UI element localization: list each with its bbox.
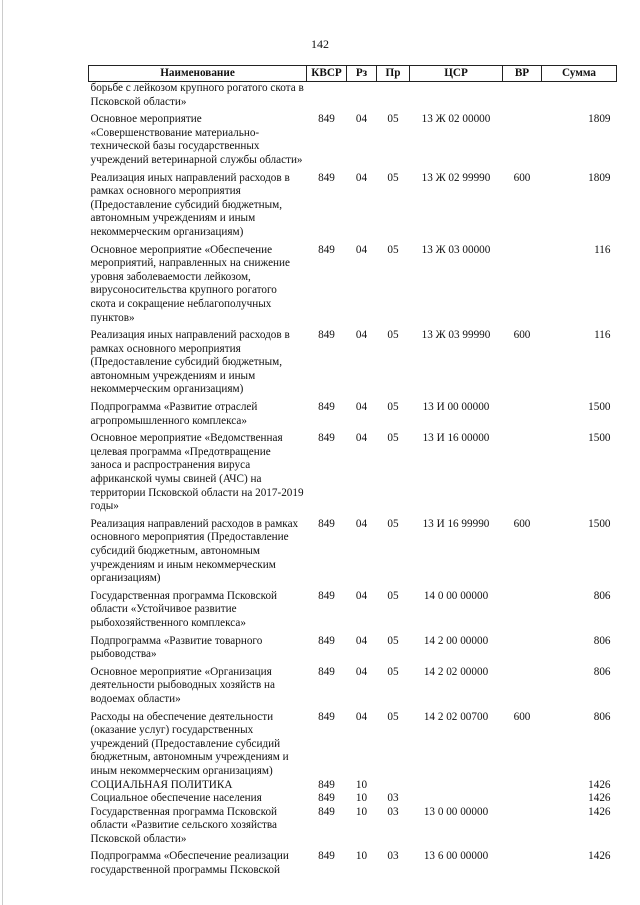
cell-csr: 14 0 00 00000 xyxy=(423,589,489,602)
cell-rz: 04 xyxy=(355,665,368,678)
cell-sum: 1426 xyxy=(588,792,611,805)
cell-kvsr: 849 xyxy=(318,634,335,647)
cell-kvsr: 849 xyxy=(318,243,335,256)
header-kvsr: КВСР xyxy=(307,66,347,82)
cell-vr: 600 xyxy=(513,710,531,723)
cell-name: Государственная программа Псковской области «Развитие сельского хозяйства Псковской области» xyxy=(90,805,278,845)
cell-vr xyxy=(503,846,542,877)
cell-sum: 1426 xyxy=(588,778,611,791)
header-rz: Рз xyxy=(347,66,377,82)
cell-pr: 05 xyxy=(387,171,399,184)
cell-name: борьбе с лейкозом крупного рогатого скота в Псковской области» xyxy=(90,82,304,108)
cell-rz: 10 xyxy=(355,792,368,805)
cell-rz: 10 xyxy=(355,805,368,818)
cell-name: Подпрограмма «Развитие отраслей агропромышленного комплекса» xyxy=(90,401,258,427)
table-row xyxy=(89,662,617,707)
cell-name: Расходы на обеспечение деятельности (оказание услуг) государственных учреждений (Предоставление субсидий бюджетным, автономным учреждениям и иным некоммерческим организациям) xyxy=(90,710,289,777)
cell-name: Основное мероприятие «Ведомственная целевая программа «Предотвращение заноса и распространения вируса африканской чумы свиней (АЧС) на территории Псковской области на 2017-2019 годы» xyxy=(90,432,304,513)
table-row xyxy=(89,428,617,514)
cell-sum: 1500 xyxy=(588,401,611,414)
cell-vr xyxy=(503,82,542,110)
cell-vr: 600 xyxy=(513,517,531,530)
cell-vr xyxy=(503,586,542,631)
cell-csr: 13 Ж 02 99990 xyxy=(421,171,491,184)
cell-csr: 14 2 00 00000 xyxy=(423,634,489,647)
cell-sum: 1809 xyxy=(588,171,611,184)
cell-rz: 04 xyxy=(355,589,368,602)
cell-name: Реализация иных направлений расходов в рамках основного мероприятия (Предоставление субсидий бюджетным, автономным учреждениям и иным некоммерческим организациям) xyxy=(90,329,290,396)
cell-name: Подпрограмма «Обеспечение реализации государственной программы Псковской xyxy=(90,850,289,877)
cell-kvsr: 849 xyxy=(318,432,335,445)
table-row xyxy=(89,168,617,240)
cell-sum xyxy=(542,82,617,110)
cell-pr: 05 xyxy=(387,401,399,414)
cell-pr: 05 xyxy=(387,113,399,126)
header-vr: ВР xyxy=(503,66,542,82)
header-name: Наименование xyxy=(89,66,307,82)
cell-rz: 04 xyxy=(355,243,368,256)
table-row xyxy=(89,779,617,793)
cell-vr xyxy=(503,662,542,707)
table-row xyxy=(89,514,617,586)
cell-name: Основное мероприятие «Совершенствование материально-технической базы государственных учреждений ветеринарной службы области» xyxy=(90,113,303,166)
cell-name: Реализация направлений расходов в рамках основного мероприятия (Предоставление субсидий бюджетным, автономным учреждениям и иным некоммерческим организациям) xyxy=(90,517,299,585)
cell-kvsr: 849 xyxy=(318,589,335,602)
table-row xyxy=(89,240,617,326)
cell-kvsr xyxy=(307,82,347,110)
cell-sum: 1809 xyxy=(588,113,611,126)
cell-kvsr: 849 xyxy=(318,710,335,723)
cell-rz: 04 xyxy=(355,517,368,530)
cell-name: Подпрограмма «Развитие товарного рыбоводства» xyxy=(90,634,263,661)
cell-rz: 10 xyxy=(355,850,368,863)
cell-name: Реализация иных направлений расходов в рамках основного мероприятия (Предоставление субсидий бюджетным, автономным учреждениям и иным некоммерческим организациям) xyxy=(90,171,290,238)
cell-csr: 13 И 16 99990 xyxy=(422,517,490,530)
cell-sum: 806 xyxy=(593,665,611,678)
table-row xyxy=(89,325,617,397)
table-row xyxy=(89,82,617,110)
cell-pr xyxy=(377,82,410,110)
cell-rz: 04 xyxy=(355,171,368,184)
cell-pr: 05 xyxy=(387,517,399,530)
cell-vr xyxy=(503,806,542,847)
cell-kvsr: 849 xyxy=(318,665,335,678)
cell-vr xyxy=(503,792,542,806)
cell-kvsr: 849 xyxy=(318,805,335,818)
cell-pr: 05 xyxy=(387,329,399,342)
cell-rz: 04 xyxy=(355,432,368,445)
cell-vr: 600 xyxy=(513,329,531,342)
cell-pr xyxy=(377,779,410,793)
cell-pr: 05 xyxy=(387,243,399,256)
cell-sum: 1426 xyxy=(588,805,611,818)
cell-pr: 05 xyxy=(387,665,399,678)
cell-kvsr: 849 xyxy=(318,401,335,414)
cell-rz: 04 xyxy=(355,710,368,723)
cell-kvsr: 849 xyxy=(318,113,335,126)
cell-pr: 05 xyxy=(387,432,399,445)
table-row xyxy=(89,631,617,662)
cell-pr: 05 xyxy=(387,634,399,647)
table-row xyxy=(89,586,617,631)
header-sum: Сумма xyxy=(542,66,617,82)
cell-csr: 13 6 00 00000 xyxy=(423,850,489,863)
cell-vr xyxy=(503,240,542,326)
cell-vr xyxy=(503,631,542,662)
cell-csr: 13 Ж 03 00000 xyxy=(421,243,491,256)
cell-rz: 04 xyxy=(355,329,368,342)
cell-kvsr: 849 xyxy=(318,517,335,530)
cell-name: Основное мероприятие «Обеспечение мероприятий, направленных на снижение уровня заболеваемости лейкозом, вирусоносительства крупного рогатого скота и сокращение неблагополучных пунктов» xyxy=(90,243,290,324)
cell-csr: 13 И 16 00000 xyxy=(422,432,490,445)
table-row xyxy=(89,707,617,779)
cell-rz: 10 xyxy=(355,778,368,791)
cell-csr: 13 0 00 00000 xyxy=(423,805,489,818)
cell-csr xyxy=(410,792,503,806)
cell-sum: 1500 xyxy=(588,517,611,530)
cell-sum: 1426 xyxy=(588,850,611,863)
cell-vr xyxy=(503,109,542,167)
cell-csr: 14 2 02 00000 xyxy=(423,665,489,678)
cell-vr: 600 xyxy=(513,171,531,184)
cell-pr: 05 xyxy=(387,710,399,723)
cell-sum: 806 xyxy=(593,710,611,723)
cell-csr: 13 Ж 03 99990 xyxy=(421,329,491,342)
page-number: 142 xyxy=(311,37,329,51)
cell-sum: 806 xyxy=(593,589,611,602)
cell-sum: 116 xyxy=(594,329,611,342)
table-row xyxy=(89,109,617,167)
cell-rz: 04 xyxy=(355,401,368,414)
table-row xyxy=(89,846,617,877)
cell-rz: 04 xyxy=(355,634,368,647)
scan-edge xyxy=(2,0,3,905)
cell-pr: 03 xyxy=(387,850,399,863)
cell-pr: 03 xyxy=(387,792,399,805)
cell-name: Социальное обеспечение населения xyxy=(90,792,262,805)
cell-kvsr: 849 xyxy=(318,778,335,791)
table-header-row xyxy=(89,66,617,82)
cell-name: СОЦИАЛЬНАЯ ПОЛИТИКА xyxy=(90,778,233,791)
cell-name: Государственная программа Псковской области «Устойчивое развитие рыбохозяйственного комплекса» xyxy=(90,589,278,629)
cell-vr xyxy=(503,428,542,514)
cell-csr xyxy=(410,779,503,793)
cell-sum: 806 xyxy=(593,634,611,647)
cell-kvsr: 849 xyxy=(318,329,335,342)
table-row xyxy=(89,792,617,806)
cell-vr xyxy=(503,397,542,428)
cell-csr: 13 И 00 00000 xyxy=(422,401,490,414)
cell-name: Основное мероприятие «Организация деятельности рыбоводных хозяйств на водоемах области» xyxy=(90,665,276,705)
cell-csr xyxy=(410,82,503,110)
cell-kvsr: 849 xyxy=(318,171,335,184)
table-row xyxy=(89,806,617,847)
cell-sum: 116 xyxy=(594,243,611,256)
cell-kvsr: 849 xyxy=(318,850,335,863)
header-pr: Пр xyxy=(377,66,410,82)
cell-csr: 13 Ж 02 00000 xyxy=(421,113,491,126)
header-csr: ЦСР xyxy=(410,66,503,82)
cell-sum: 1500 xyxy=(588,432,611,445)
table-row xyxy=(89,397,617,428)
cell-rz: 04 xyxy=(355,113,368,126)
cell-csr: 14 2 02 00700 xyxy=(423,710,489,723)
cell-pr: 05 xyxy=(387,589,399,602)
cell-pr: 03 xyxy=(387,805,399,818)
budget-table xyxy=(88,65,617,878)
cell-vr xyxy=(503,779,542,793)
cell-kvsr: 849 xyxy=(318,792,335,805)
cell-rz xyxy=(347,82,377,110)
